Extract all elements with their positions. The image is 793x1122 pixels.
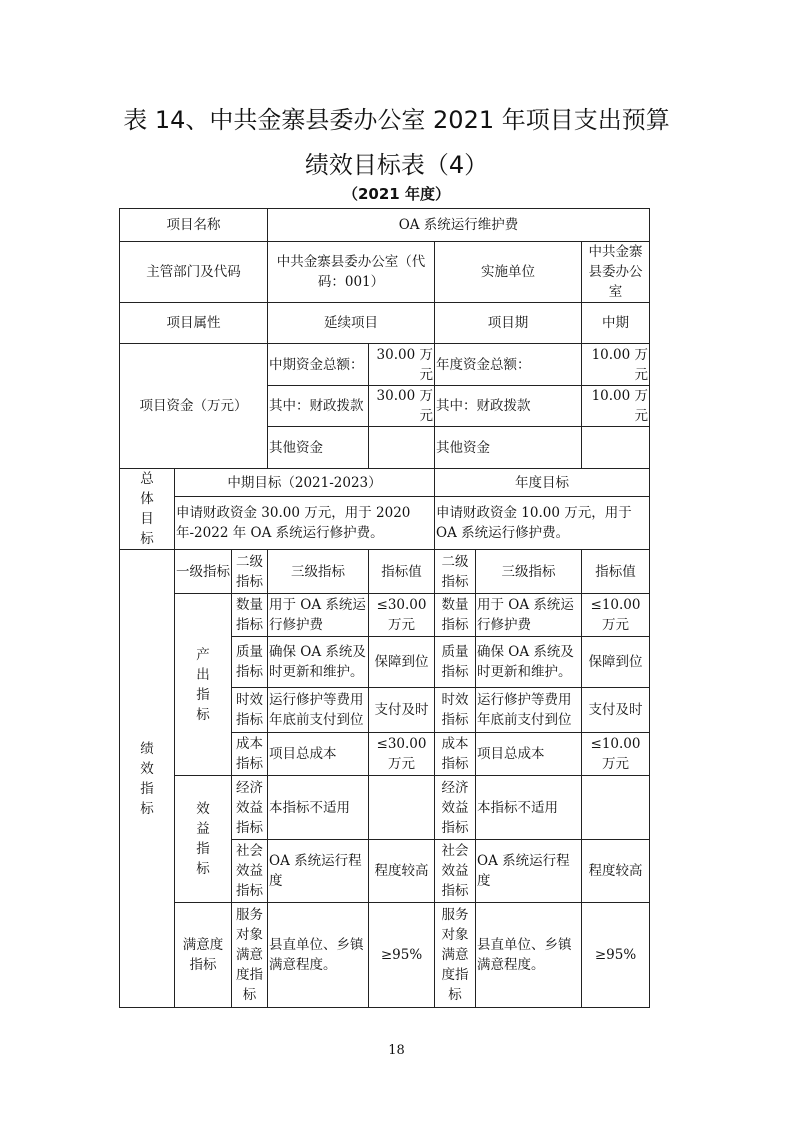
table-row-value-year: 支付及时 [582, 688, 650, 733]
mid-total-label: 中期资金总额： [268, 344, 369, 386]
table-row-l3: OA 系统运行程度 [268, 840, 369, 903]
table-row-l2: 成本指标 [232, 733, 268, 776]
table-row-value: ≥95% [369, 903, 435, 1008]
year-total-label: 年度资金总额： [435, 344, 582, 386]
impl-unit-value: 中共金寨县委办公室 [582, 242, 650, 303]
header-value-year: 指标值 [582, 550, 650, 594]
table-row-l3-year: OA 系统运行程度 [476, 840, 582, 903]
table-row-value-year [582, 776, 650, 840]
perf-indicator-label: 绩效指标 [120, 550, 175, 1008]
table-row-l3-year: 确保 OA 系统及时更新和维护。 [476, 637, 582, 688]
page-title-line2: 绩效目标表（4） [304, 151, 489, 179]
mid-goal-text: 申请财政资金 30.00 万元，用于 2020 年-2022 年 OA 系统运行修护费。 [175, 497, 435, 550]
table-row-value-year: 保障到位 [582, 637, 650, 688]
overall-goal-label: 总体目标 [120, 469, 175, 550]
table-row-l2: 时效指标 [232, 688, 268, 733]
mid-goal-header: 中期目标（2021-2023） [175, 469, 435, 497]
table-row-l2: 数量指标 [232, 594, 268, 637]
table-row-l2-year: 成本指标 [435, 733, 476, 776]
mid-fiscal-value: 30.00 万元 [369, 386, 435, 427]
table-row-l3: 确保 OA 系统及时更新和维护。 [268, 637, 369, 688]
table-row-l3: 用于 OA 系统运行修护费 [268, 594, 369, 637]
header-value: 指标值 [369, 550, 435, 594]
project-name-value: OA 系统运行维护费 [268, 209, 650, 242]
benefit-indicator-label: 效益指标 [175, 776, 232, 903]
satisfaction-indicator-label: 满意度指标 [175, 903, 232, 1008]
table-row-l2-year: 质量指标 [435, 637, 476, 688]
attr-value: 延续项目 [268, 303, 435, 344]
impl-unit-label: 实施单位 [435, 242, 582, 303]
table-row-l3-year: 用于 OA 系统运行修护费 [476, 594, 582, 637]
table-row-value-year: 程度较高 [582, 840, 650, 903]
page-number: 18 [388, 1043, 405, 1058]
period-value: 中期 [582, 303, 650, 344]
year-fiscal-label: 其中：财政拨款 [435, 386, 582, 427]
output-indicator-label: 产出指标 [175, 594, 232, 776]
header-level1: 一级指标 [175, 550, 232, 594]
table-row-l2-year: 时效指标 [435, 688, 476, 733]
table-row-l3-year: 运行修护等费用年底前支付到位 [476, 688, 582, 733]
table-row-value: 支付及时 [369, 688, 435, 733]
table-row-l3: 县直单位、乡镇满意程度。 [268, 903, 369, 1008]
table-row-l2: 服务对象满意度指标 [232, 903, 268, 1008]
year-goal-text: 申请财政资金 10.00 万元，用于 OA 系统运行修护费。 [435, 497, 650, 550]
year-other-label: 其他资金 [435, 427, 582, 469]
table-row-value-year: ≥95% [582, 903, 650, 1008]
year-goal-header: 年度目标 [435, 469, 650, 497]
table-row-l2: 社会效益指标 [232, 840, 268, 903]
table-row-l3: 本指标不适用 [268, 776, 369, 840]
dept-value: 中共金寨县委办公室（代码：001） [268, 242, 435, 303]
table-row-l2-year: 服务对象满意度指标 [435, 903, 476, 1008]
page-subtitle: （2021 年度） [343, 185, 450, 203]
project-name-label: 项目名称 [120, 209, 268, 242]
attr-label: 项目属性 [120, 303, 268, 344]
table-row-value-year: ≤10.00 万元 [582, 594, 650, 637]
table-row-l3-year: 项目总成本 [476, 733, 582, 776]
mid-fiscal-label: 其中：财政拨款 [268, 386, 369, 427]
mid-total-value: 30.00 万元 [369, 344, 435, 386]
funds-label: 项目资金（万元） [120, 344, 268, 469]
table-row-value-year: ≤10.00 万元 [582, 733, 650, 776]
year-fiscal-value: 10.00 万元 [582, 386, 650, 427]
table-row-l3-year: 本指标不适用 [476, 776, 582, 840]
header-level3: 三级指标 [268, 550, 369, 594]
dept-label: 主管部门及代码 [120, 242, 268, 303]
header-level2: 二级指标 [232, 550, 268, 594]
table-row-value: ≤30.00 万元 [369, 733, 435, 776]
header-level3-year: 三级指标 [476, 550, 582, 594]
table-row-value: 程度较高 [369, 840, 435, 903]
table-row-l3-year: 县直单位、乡镇满意程度。 [476, 903, 582, 1008]
year-total-value: 10.00 万元 [582, 344, 650, 386]
year-other-value [582, 427, 650, 469]
table-row-l2: 质量指标 [232, 637, 268, 688]
mid-other-value [369, 427, 435, 469]
period-label: 项目期 [435, 303, 582, 344]
table-row-value: 保障到位 [369, 637, 435, 688]
table-row-l3: 运行修护等费用年底前支付到位 [268, 688, 369, 733]
header-level2-year: 二级指标 [435, 550, 476, 594]
table-row-l2-year: 数量指标 [435, 594, 476, 637]
table-row-value: ≤30.00 万元 [369, 594, 435, 637]
page-title: 表 14、中共金寨县委办公室 2021 年项目支出预算 [123, 106, 670, 134]
table-row-l2-year: 社会效益指标 [435, 840, 476, 903]
table-row-value [369, 776, 435, 840]
mid-other-label: 其他资金 [268, 427, 369, 469]
table-row-l2: 经济效益指标 [232, 776, 268, 840]
performance-target-table [119, 208, 650, 1008]
table-row-l2-year: 经济效益指标 [435, 776, 476, 840]
table-row-l3: 项目总成本 [268, 733, 369, 776]
